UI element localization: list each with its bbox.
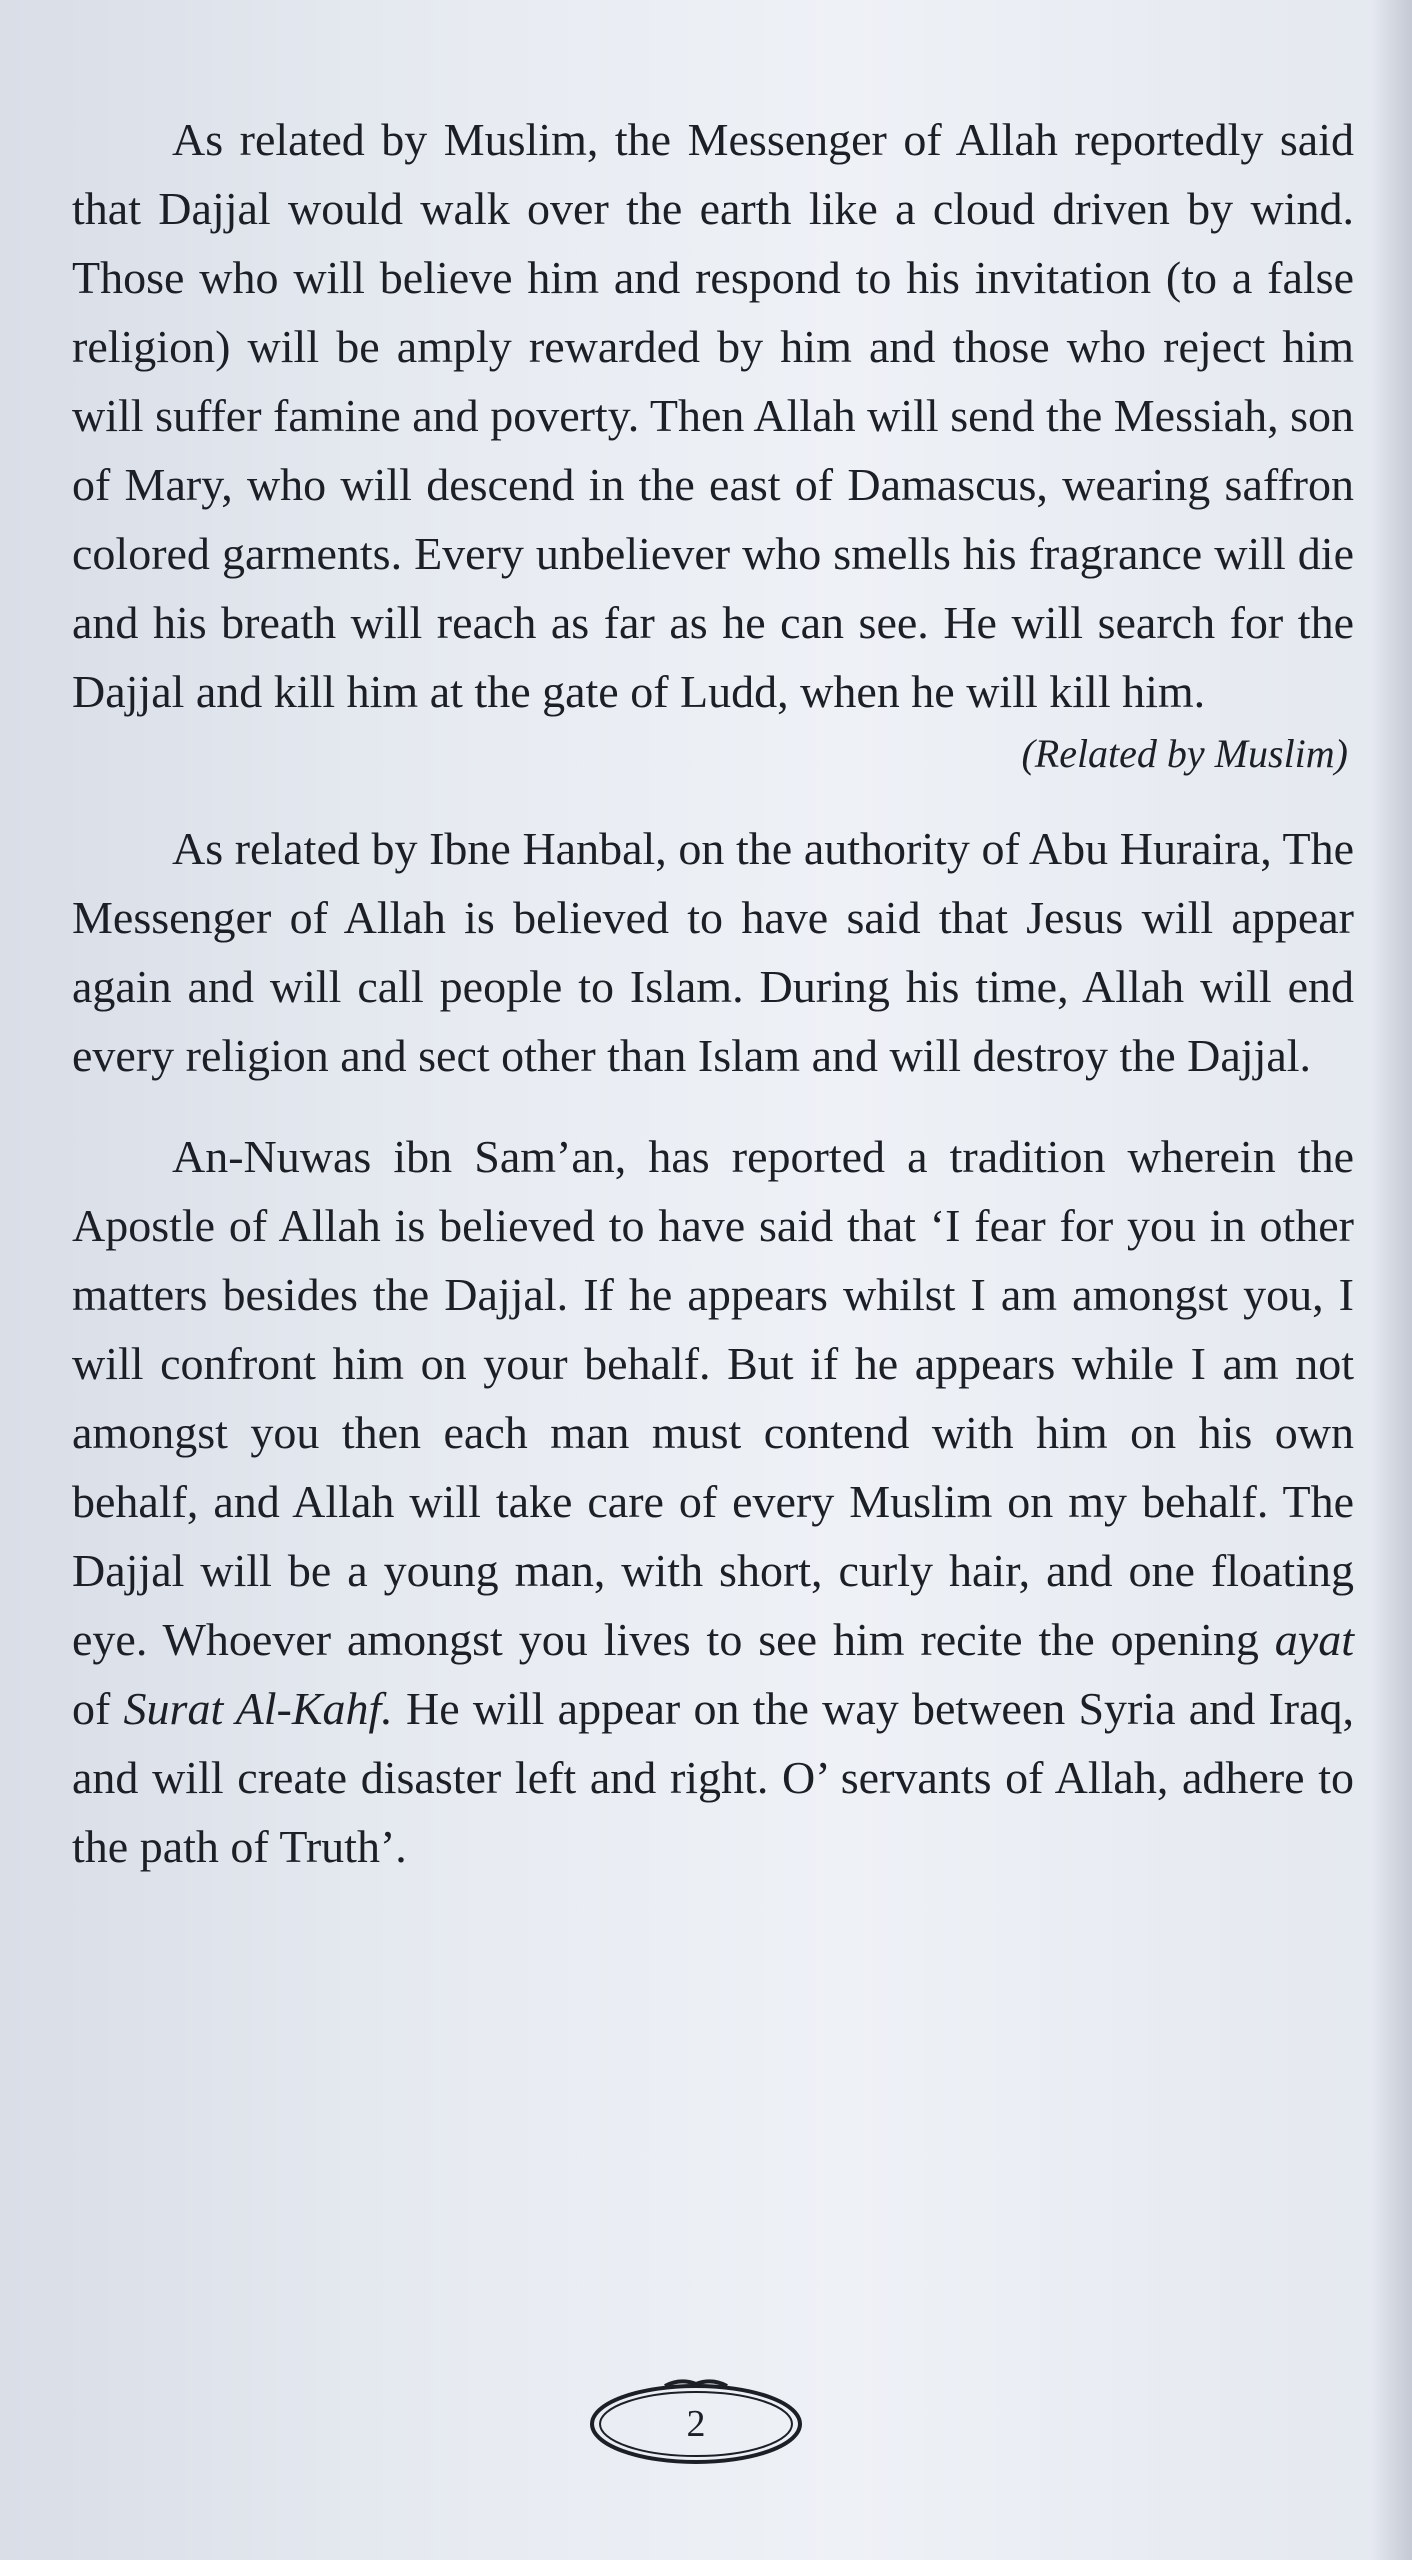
paragraph-an-nuwas — [72, 1122, 1354, 1881]
paragraph-ibne-hanbal: As related by Ibne Hanbal, on the authority of Abu Huraira, The Messenger of Allah is believed to have said that Jesus will appear again and will call people to Islam. During his time, Allah will end every religion and sect other than Islam and will destroy the Dajjal. — [72, 823, 1354, 1081]
paragraph-muslim: As related by Muslim, the Messenger of Allah reportedly said that Dajjal would walk over the earth like a cloud driven by wind. Those who will believe him and respond to his invitation (to a false religion) will be amply rewarded by him and those who reject him will suffer famine and poverty. Then Allah will send the Messiah, son of Mary, who will descend in the east of Damascus, wearing saffron colored garments. Every unbeliever who smells his fragrance will die and his breath will reach as far as he can see. He will search for the Dajjal and kill him at the gate of Ludd, when he will kill him. — [72, 114, 1354, 717]
citation-muslim: (Related by Muslim) — [1021, 731, 1348, 776]
paragraph-gap — [72, 1090, 1354, 1122]
page-edge-shadow — [1372, 0, 1412, 2560]
paragraph-text: He will appear on the way between Syria and Iraq, and will create disaster left and right. O’ servants of Allah, adhere to the path of Truth’. — [72, 1683, 1354, 1872]
paragraph-text: An-Nuwas ibn Sam’an, has reported a tradition wherein the Apostle of Allah is believed to have said that ‘I fear for you in other matters besides the Dajjal. If he appears whilst I am amongst you, I will confront him on your behalf. But if he appears while I am not amongst you then each man must contend with him on his own behalf, and Allah will take care of every Muslim on my behalf. The Dajjal will be a young man, with short, curly hair, and one floating eye. Whoever amongst you lives to see him recite the opening — [72, 1131, 1354, 1665]
page-number-ornament — [585, 2372, 807, 2468]
paragraph-text: of — [72, 1683, 124, 1734]
page-number: 2 — [686, 2403, 706, 2445]
body-text — [72, 105, 1354, 1881]
italic-term-surat: Surat Al-Kahf. — [123, 1683, 393, 1734]
italic-term-ayat: ayat — [1274, 1614, 1354, 1665]
